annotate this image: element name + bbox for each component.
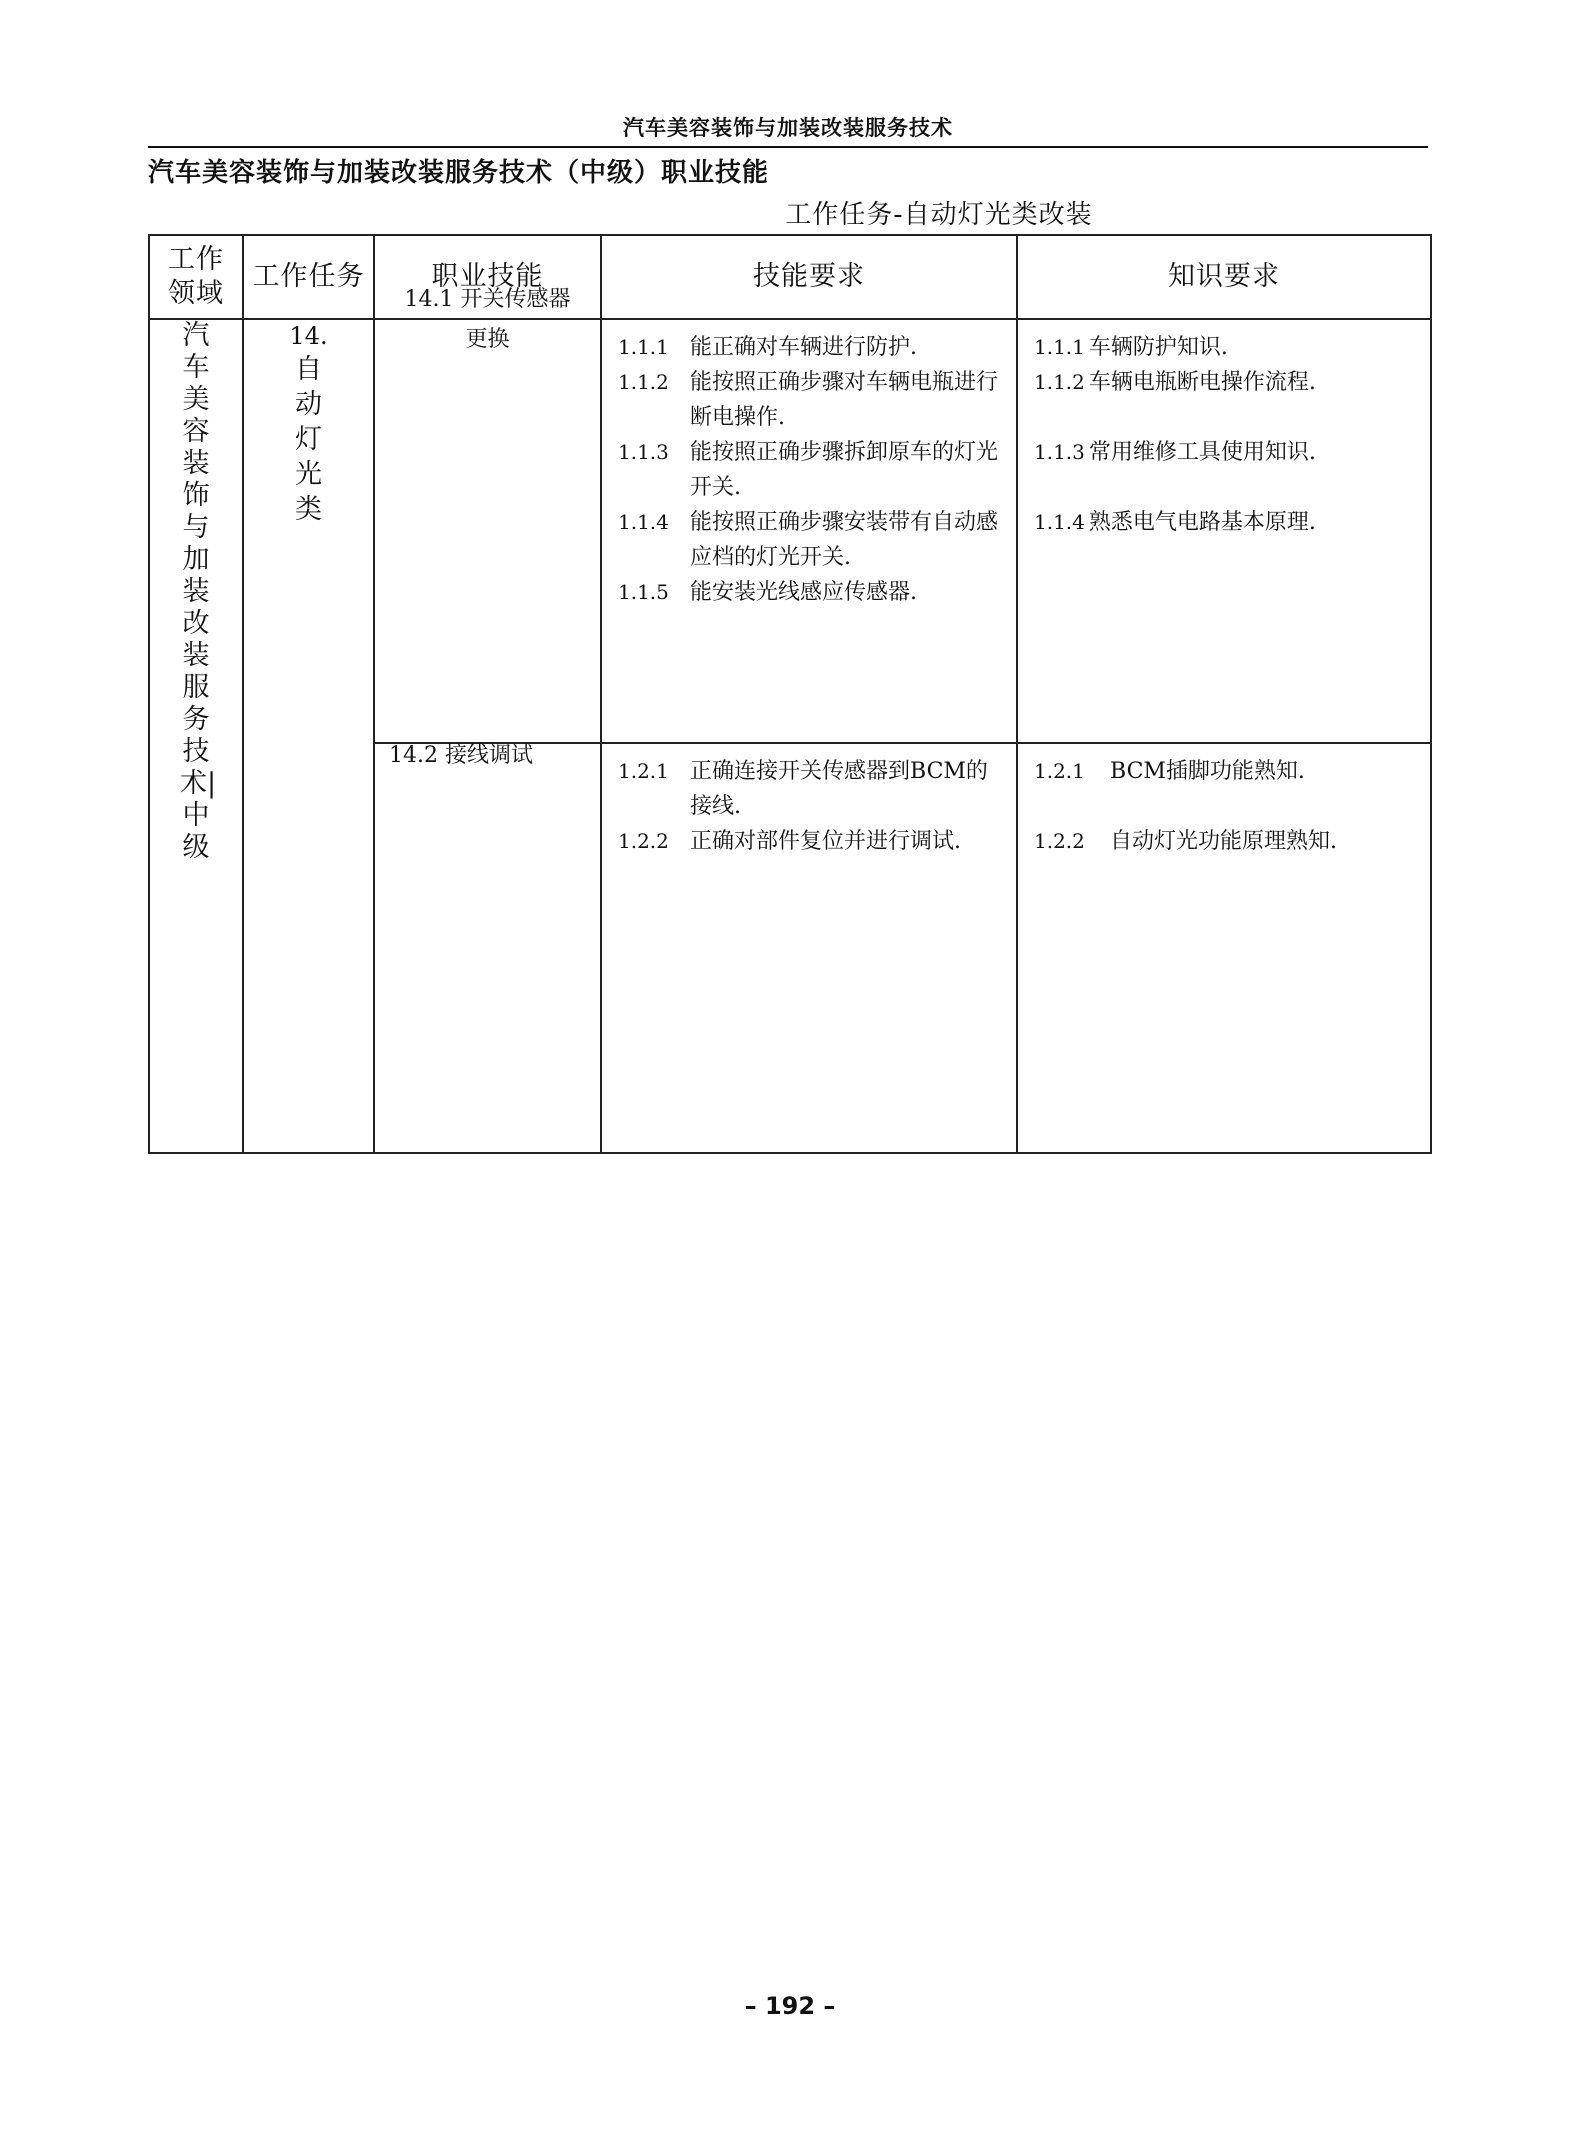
list-item: 1.2.2 正确对部件复位并进行调试. bbox=[618, 829, 961, 854]
document-title: 汽车美容装饰与加装改装服务技术（中级）职业技能 bbox=[148, 158, 770, 188]
list-item: 1.1.2 能按照正确步骤对车辆电瓶进行断电操作. bbox=[618, 370, 999, 430]
skill-requirements-cell bbox=[601, 319, 1017, 743]
list-item: 1.1.2 车辆电瓶断电操作流程. bbox=[1034, 370, 1316, 395]
header-work-area-line1: 工作 bbox=[168, 244, 224, 275]
skill-requirements-cell bbox=[601, 743, 1017, 1153]
header-work-area-line2: 领域 bbox=[168, 278, 224, 309]
list-item: 1.1.3 常用维修工具使用知识. bbox=[1034, 440, 1316, 465]
list-item: 1.1.1 车辆防护知识. bbox=[1034, 335, 1228, 360]
page-number: – 192 – bbox=[744, 1992, 836, 2020]
list-item: 1.1.4 能按照正确步骤安装带有自动感应档的灯光开关. bbox=[618, 510, 999, 570]
list-item: 1.2.2 自动灯光功能原理熟知. bbox=[1034, 829, 1337, 854]
header-skill-requirements: 技能要求 bbox=[601, 235, 1017, 319]
knowledge-requirements-cell bbox=[1017, 319, 1431, 743]
work-task-cell bbox=[243, 319, 374, 1153]
work-area-text: 汽车美容装饰与加装改装服务技术|中级 bbox=[180, 320, 217, 863]
header-rule bbox=[148, 146, 1428, 148]
skill-name: 14.2 接线调试 bbox=[389, 743, 533, 768]
skill-name-line2: 更换 bbox=[465, 327, 510, 352]
table-row bbox=[149, 319, 1431, 743]
skill-cell bbox=[374, 287, 601, 743]
table-header-row bbox=[149, 235, 1431, 319]
skill-cell bbox=[374, 743, 601, 1153]
header-work-area bbox=[149, 235, 243, 319]
list-item: 1.2.1 正确连接开关传感器到BCM的接线. bbox=[618, 759, 988, 819]
header-work-task: 工作任务 bbox=[243, 235, 374, 319]
list-item: 1.1.5 能安装光线感应传感器. bbox=[618, 580, 917, 605]
skills-table bbox=[148, 234, 1432, 1154]
header-knowledge-requirements: 知识要求 bbox=[1017, 235, 1431, 319]
running-header: 汽车美容装饰与加装改装服务技术 bbox=[623, 116, 953, 140]
work-task-name: 自动灯光类 bbox=[295, 354, 322, 525]
work-area-cell bbox=[149, 319, 243, 1153]
list-item: 1.1.4 熟悉电气电路基本原理. bbox=[1034, 510, 1316, 535]
list-item: 1.2.1 BCM插脚功能熟知. bbox=[1034, 759, 1305, 784]
skill-name-line1: 14.1 开关传感器 bbox=[404, 287, 571, 312]
header-vocational-skill: 职业技能 bbox=[374, 235, 601, 319]
list-item: 1.1.3 能按照正确步骤拆卸原车的灯光开关. bbox=[618, 440, 999, 500]
table-caption: 工作任务-自动灯光类改装 bbox=[785, 200, 1093, 230]
knowledge-requirements-cell bbox=[1017, 743, 1431, 1153]
work-task-number: 14. bbox=[289, 322, 328, 350]
list-item: 1.1.1 能正确对车辆进行防护. bbox=[618, 335, 917, 360]
